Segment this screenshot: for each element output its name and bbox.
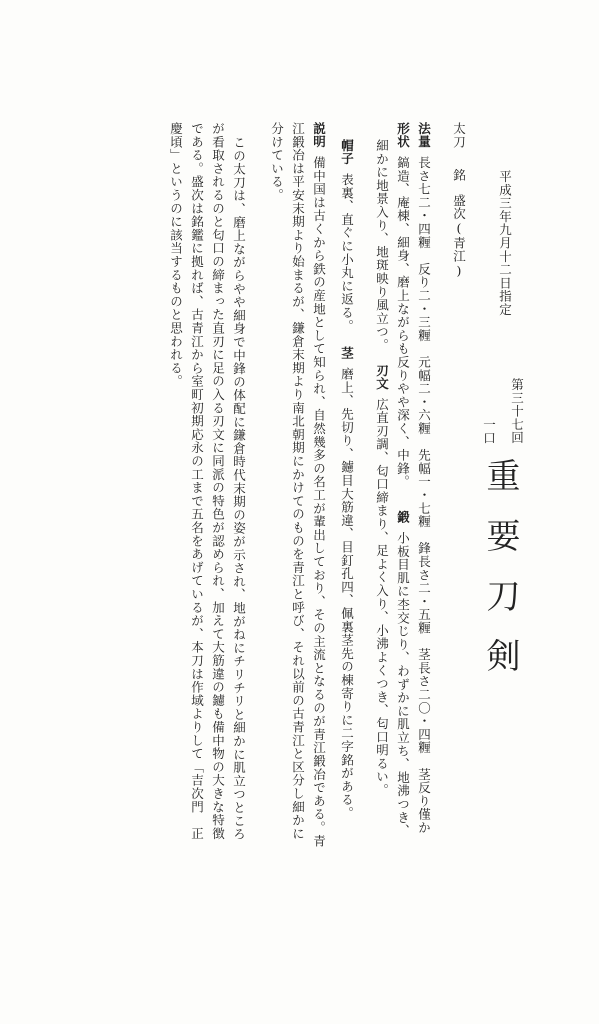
form-label: 形状 <box>395 122 411 148</box>
explanation-line-6: である。盛次は銘鑑に拠れば、古青江から室町初期応永の工まで五名をあげているが、本刀は作域よりして「吉次門 正 <box>189 122 205 841</box>
boshi-text: 表裏、直ぐに小丸に返る。 <box>339 173 355 333</box>
designation-date: 平成三年九月十二日指定 <box>497 170 513 317</box>
nakago-text: 磨上、先切り、鑢目大筋違、目釘孔四、佩裏茎先の棟寄りに二字銘がある。 <box>339 367 355 820</box>
item-count: 一口 <box>481 418 497 445</box>
sword-name-line <box>452 122 465 279</box>
explanation-text-1: 備中国は古くから鉄の産地として知られ、自然幾多の名工が輩出しており、その主流となるのが青江鍛冶である。青 <box>311 156 327 848</box>
session-number: 第三十七回 <box>509 378 525 445</box>
explanation-line-1 <box>312 122 325 848</box>
boshi-line <box>340 139 353 820</box>
page-title: 重要刀剣 <box>480 458 520 698</box>
measurements-line <box>417 122 430 834</box>
nakago-label: 茎 <box>339 346 355 360</box>
sword-mei: 盛次(青江) <box>451 193 467 279</box>
explanation-line-2: 江鍛冶は平安末期より始まるが、鎌倉末期より南北朝期にかけてのものを青江と呼び、それ以前の古青江と区分し細かに <box>290 122 306 841</box>
sword-type: 太刀 <box>451 122 467 149</box>
explanation-line-4: この太刀は、磨上ながらやや細身で中鋒の体配に鎌倉時代末期の姿が示され、地がねにチリチリと細かに肌立つところ <box>231 136 247 841</box>
kitae-text: 小板目肌に杢交じり、わずかに肌立ち、地沸つき、 <box>395 531 411 838</box>
kitae-continued: 細かに地景入り、地斑映り風立つ。 <box>374 139 390 352</box>
form-text: 鎬造、庵棟、細身、磨上ながらも反りやや深く、中鋒。 <box>395 156 411 489</box>
kitae-label: 鍛 <box>395 510 411 524</box>
hamon-label: 刃文 <box>374 363 390 390</box>
measurements-text: 長さ七二・四糎 反り二・三糎 元幅二・六糎 先幅一・七糎 鋒長さ二・五糎 茎長さ二〇・四糎 茎反り僅か <box>416 156 432 835</box>
mei-label: 銘 <box>451 168 467 182</box>
boshi-label: 帽子 <box>339 139 355 165</box>
explanation-line-7: 慶頃」というのに該当するものと思われる。 <box>168 122 184 388</box>
measurements-label: 法量 <box>416 122 432 148</box>
hamon-text: 広直刃調、匂口締まり、足よく入り、小沸よくつき、匂口明るい。 <box>374 397 390 797</box>
kitae-continued-line <box>375 139 388 797</box>
explanation-label: 説明 <box>311 122 327 148</box>
form-line <box>396 122 409 837</box>
explanation-line-3: 分けている。 <box>269 122 285 202</box>
explanation-line-5: が看取されるのと匂口の締まった直刃に足の入る刃文に同派の特色が認められ、加えて大筋違の鑢も備中物の大きな特徴 <box>210 122 226 841</box>
